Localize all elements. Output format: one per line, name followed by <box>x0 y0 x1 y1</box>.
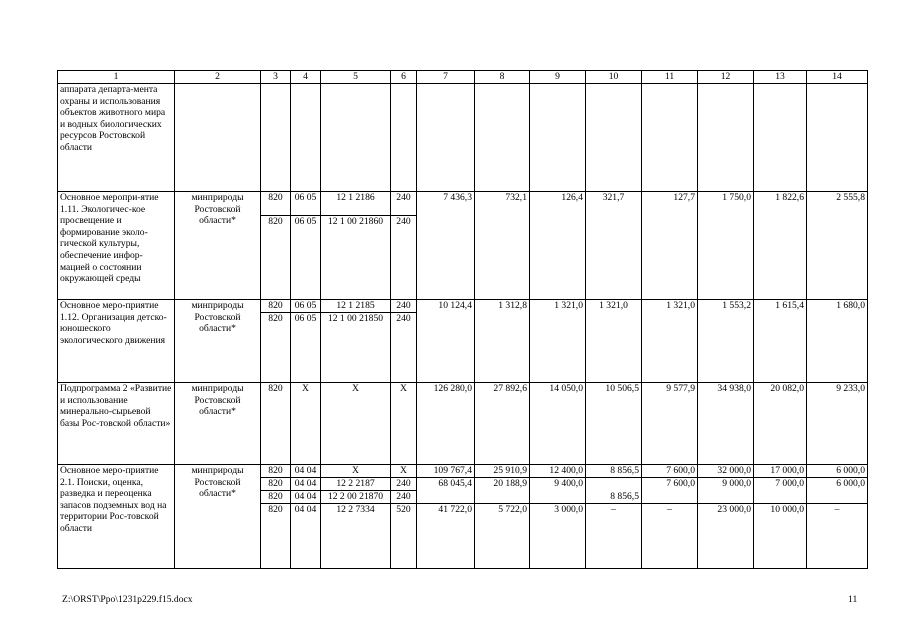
vr-cell: 240 <box>391 313 417 383</box>
year-value-cell: 20 188,9 <box>475 478 530 491</box>
grbs-cell: 820 <box>261 216 291 300</box>
vr-cell: 240 <box>391 216 417 300</box>
empty-cell <box>807 491 868 504</box>
executor-cell: минприроды Ростовской области* <box>175 465 261 569</box>
empty-cell <box>291 84 321 192</box>
year-value-cell: 126,4 <box>530 192 586 300</box>
year-value-cell: – <box>586 504 642 569</box>
year-value-cell: 2 555,8 <box>807 192 868 300</box>
rzpr-cell: 06 05 <box>291 300 321 313</box>
column-header: 6 <box>391 71 417 84</box>
total-cell: 68 045,4 <box>417 478 475 491</box>
csr-cell: Х <box>321 383 391 465</box>
empty-cell <box>754 84 807 192</box>
year-value-cell: 8 856,5 <box>586 465 642 478</box>
year-value-cell: 10 506,5 <box>586 383 642 465</box>
empty-cell <box>475 84 530 192</box>
year-value-cell: 6 000,0 <box>807 465 868 478</box>
year-value-cell: 20 082,0 <box>754 383 807 465</box>
rzpr-cell: 04 04 <box>291 504 321 569</box>
table-row <box>58 465 868 478</box>
column-header: 11 <box>642 71 698 84</box>
vr-cell: 240 <box>391 491 417 504</box>
total-cell: 109 767,4 <box>417 465 475 478</box>
grbs-cell: 820 <box>261 300 291 313</box>
grbs-cell: 820 <box>261 491 291 504</box>
empty-cell <box>530 84 586 192</box>
year-value-cell: 32 000,0 <box>698 465 754 478</box>
year-value-cell: 12 400,0 <box>530 465 586 478</box>
rzpr-cell: 06 05 <box>291 313 321 383</box>
page-number: 11 <box>848 594 858 605</box>
csr-cell: 12 1 2185 <box>321 300 391 313</box>
column-header: 4 <box>291 71 321 84</box>
empty-cell <box>417 84 475 192</box>
rzpr-cell: 04 04 <box>291 478 321 491</box>
empty-cell <box>754 491 807 504</box>
year-value-cell: 7 600,0 <box>642 478 698 491</box>
total-cell: 126 280,0 <box>417 383 475 465</box>
year-value-cell: 9 400,0 <box>530 478 586 491</box>
table-row <box>58 300 868 313</box>
empty-cell <box>175 84 261 192</box>
year-value-cell: 7 600,0 <box>642 465 698 478</box>
total-cell: 7 436,3 <box>417 192 475 300</box>
rzpr-cell: Х <box>291 383 321 465</box>
year-value-cell: 3 000,0 <box>530 504 586 569</box>
year-value-cell: 25 910,9 <box>475 465 530 478</box>
year-value-cell: 8 856,5 <box>586 491 642 504</box>
column-header: 5 <box>321 71 391 84</box>
csr-cell: 12 2 00 21870 <box>321 491 391 504</box>
year-value-cell: – <box>642 504 698 569</box>
empty-cell <box>417 491 475 504</box>
vr-cell: 240 <box>391 192 417 216</box>
csr-cell: 12 1 00 21850 <box>321 313 391 383</box>
vr-cell: 520 <box>391 504 417 569</box>
grbs-cell: 820 <box>261 313 291 383</box>
budget-table <box>57 70 868 569</box>
table-row <box>58 383 868 465</box>
csr-cell: 12 1 00 21860 <box>321 216 391 300</box>
column-header: 12 <box>698 71 754 84</box>
empty-cell <box>530 491 586 504</box>
column-header: 1 <box>58 71 175 84</box>
year-value-cell <box>586 478 642 491</box>
year-value-cell: 1 822,6 <box>754 192 807 300</box>
empty-cell <box>642 491 698 504</box>
year-value-cell: 6 000,0 <box>807 478 868 491</box>
empty-cell <box>391 84 417 192</box>
program-name-cell: Основное меропри-ятие 1.11. Экологичес-кое просвещение и формирование эколо-гической культуры, обеспечение инфор-мацией о состоянии окружающей среды <box>58 192 175 300</box>
empty-cell <box>475 491 530 504</box>
empty-cell <box>698 84 754 192</box>
column-header: 3 <box>261 71 291 84</box>
program-name-cell: Подпрограмма 2 «Развитие и использование минерально-сырьевой базы Рос-товской области» <box>58 383 175 465</box>
vr-cell: 240 <box>391 300 417 313</box>
empty-cell <box>698 491 754 504</box>
year-value-cell: 1 321,0 <box>642 300 698 383</box>
table-header-row <box>58 71 868 84</box>
grbs-cell: 820 <box>261 383 291 465</box>
rzpr-cell: 04 04 <box>291 491 321 504</box>
year-value-cell: 321,7 <box>586 192 642 300</box>
csr-cell: 12 1 2186 <box>321 192 391 216</box>
column-header: 2 <box>175 71 261 84</box>
file-path: Z:\ORST\Ppo\1231p229.f15.docx <box>62 594 193 605</box>
column-header: 13 <box>754 71 807 84</box>
csr-cell: 12 2 2187 <box>321 478 391 491</box>
year-value-cell: – <box>807 504 868 569</box>
empty-cell <box>642 84 698 192</box>
year-value-cell: 1 321,0 <box>586 300 642 383</box>
total-cell: 10 124,4 <box>417 300 475 383</box>
executor-cell: минприроды Ростовской области* <box>175 192 261 300</box>
year-value-cell: 5 722,0 <box>475 504 530 569</box>
year-value-cell: 1 312,8 <box>475 300 530 383</box>
grbs-cell: 820 <box>261 465 291 478</box>
executor-cell: минприроды Ростовской области* <box>175 300 261 383</box>
rzpr-cell: 06 05 <box>291 216 321 300</box>
year-value-cell: 1 553,2 <box>698 300 754 383</box>
grbs-cell: 820 <box>261 192 291 216</box>
csr-cell: 12 2 7334 <box>321 504 391 569</box>
year-value-cell: 127,7 <box>642 192 698 300</box>
year-value-cell: 10 000,0 <box>754 504 807 569</box>
year-value-cell: 23 000,0 <box>698 504 754 569</box>
table-row <box>58 84 868 192</box>
column-header: 9 <box>530 71 586 84</box>
empty-cell <box>321 84 391 192</box>
column-header: 8 <box>475 71 530 84</box>
column-header: 14 <box>807 71 868 84</box>
year-value-cell: 27 892,6 <box>475 383 530 465</box>
program-name-cell: Основное меро-приятие 1.12. Организация детско-юношеского экологического движения <box>58 300 175 383</box>
grbs-cell: 820 <box>261 478 291 491</box>
year-value-cell: 9 577,9 <box>642 383 698 465</box>
year-value-cell: 732,1 <box>475 192 530 300</box>
grbs-cell: 820 <box>261 504 291 569</box>
year-value-cell: 9 233,0 <box>807 383 868 465</box>
empty-cell <box>807 84 868 192</box>
csr-cell: Х <box>321 465 391 478</box>
year-value-cell: 1 680,0 <box>807 300 868 383</box>
year-value-cell: 9 000,0 <box>698 478 754 491</box>
rzpr-cell: 06 05 <box>291 192 321 216</box>
vr-cell: Х <box>391 383 417 465</box>
year-value-cell: 7 000,0 <box>754 478 807 491</box>
year-value-cell: 14 050,0 <box>530 383 586 465</box>
year-value-cell: 1 615,4 <box>754 300 807 383</box>
total-cell: 41 722,0 <box>417 504 475 569</box>
year-value-cell: 17 000,0 <box>754 465 807 478</box>
rzpr-cell: 04 04 <box>291 465 321 478</box>
empty-cell <box>586 84 642 192</box>
year-value-cell: 1 321,0 <box>530 300 586 383</box>
program-name-cell: Основное меро-приятие 2.1. Поиски, оценка, разведка и переоценка запасов подземных вод на территории Рос-товской области <box>58 465 175 569</box>
empty-cell <box>261 84 291 192</box>
year-value-cell: 1 750,0 <box>698 192 754 300</box>
vr-cell: 240 <box>391 478 417 491</box>
program-name-cell: аппарата департа-мента охраны и использования объектов животного мира и водных биологических ресурсов Ростовской области <box>58 84 175 192</box>
column-header: 7 <box>417 71 475 84</box>
year-value-cell: 34 938,0 <box>698 383 754 465</box>
column-header: 10 <box>586 71 642 84</box>
vr-cell: Х <box>391 465 417 478</box>
table-row <box>58 192 868 216</box>
executor-cell: минприроды Ростовской области* <box>175 383 261 465</box>
